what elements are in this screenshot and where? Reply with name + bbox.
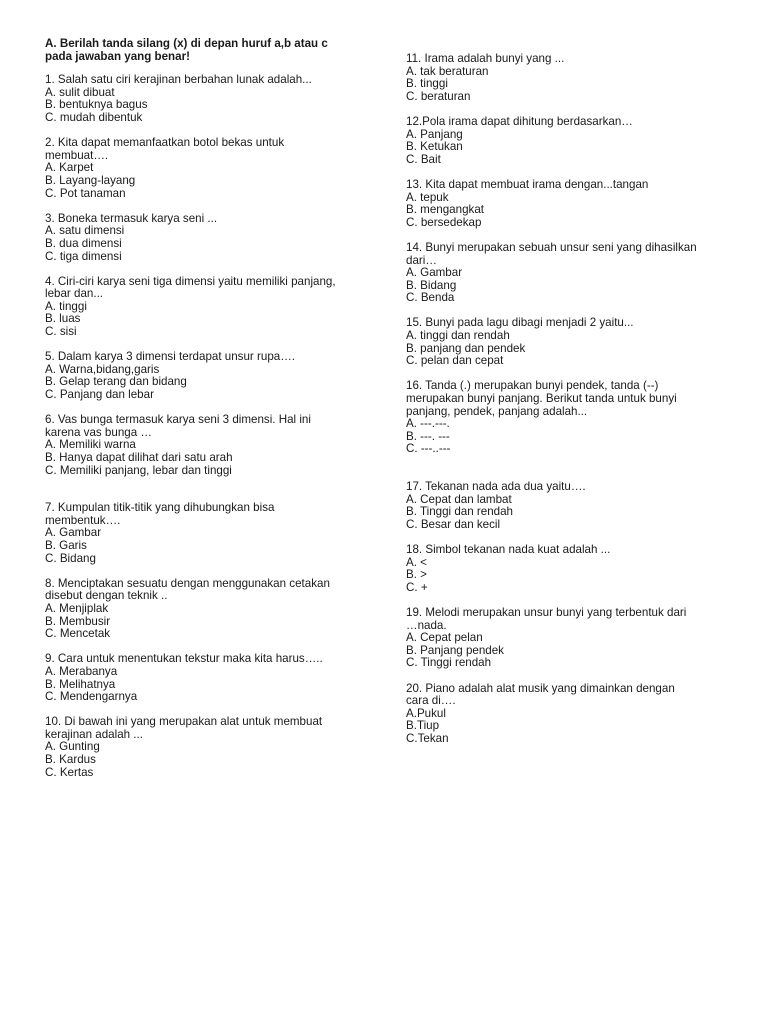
question-text: 7. Kumpulan titik-titik yang dihubungkan bisa membentuk…. bbox=[45, 501, 275, 527]
option-a: A. Cepat pelan bbox=[406, 631, 483, 645]
option-a: A. < bbox=[406, 555, 427, 569]
option-c: C. Mencetak bbox=[45, 627, 111, 641]
option-b: B. Gelap terang dan bidang bbox=[45, 375, 187, 389]
option-a: A. Panjang bbox=[406, 127, 463, 141]
option-c: C. pelan dan cepat bbox=[406, 354, 504, 368]
question-text: 19. Melodi merupakan unsur bunyi yang terbentuk dari …nada. bbox=[406, 605, 687, 632]
instruction-heading: A. Berilah tanda silang (x) di depan huruf a,b atau c pada jawaban yang benar! bbox=[45, 37, 328, 63]
option-a: A. tak beraturan bbox=[406, 64, 489, 78]
option-a: A. satu dimensi bbox=[45, 224, 125, 238]
option-a: A. Gambar bbox=[406, 266, 463, 280]
option-b: B. panjang dan pendek bbox=[406, 341, 526, 355]
question-12 bbox=[406, 116, 726, 166]
option-c: C. Pot tanaman bbox=[45, 186, 126, 200]
option-a: A. Karpet bbox=[45, 161, 94, 175]
option-b: B. Tinggi dan rendah bbox=[406, 505, 513, 519]
option-b: B. Bidang bbox=[406, 278, 457, 292]
option-a: A. tinggi dan rendah bbox=[406, 329, 510, 343]
question-text: 18. Simbol tekanan nada kuat adalah ... bbox=[406, 542, 611, 556]
question-text: 13. Kita dapat membuat irama dengan...tangan bbox=[406, 177, 649, 191]
option-b: B. bentuknya bagus bbox=[45, 98, 148, 112]
question-9 bbox=[45, 653, 375, 703]
option-a: A. Merabanya bbox=[45, 664, 118, 678]
question-text: 16. Tanda (.) merupakan bunyi pendek, tanda (--) merupakan bunyi panjang. Berikut tanda untuk bunyi panjang, pendek, panjang adalah... bbox=[406, 379, 677, 418]
question-18 bbox=[406, 544, 726, 594]
option-b: B. Membusir bbox=[45, 614, 111, 628]
question-text: 8. Menciptakan sesuatu dengan menggunakan cetakan disebut dengan teknik .. bbox=[45, 576, 330, 603]
option-b: B. mengangkat bbox=[406, 203, 484, 217]
option-b: B. luas bbox=[45, 312, 81, 326]
option-b: B. Layang-layang bbox=[45, 173, 136, 187]
question-14 bbox=[406, 242, 726, 305]
option-c: C. mudah dibentuk bbox=[45, 110, 143, 124]
question-8 bbox=[45, 578, 375, 641]
question-text: 6. Vas bunga termasuk karya seni 3 dimensi. Hal ini karena vas bunga … bbox=[45, 413, 311, 439]
question-text: 11. Irama adalah bunyi yang ... bbox=[406, 52, 565, 65]
option-c: C. Mendengarnya bbox=[45, 690, 138, 704]
option-a: A. Memiliki warna bbox=[45, 438, 136, 452]
question-text: 15. Bunyi pada lagu dibagi menjadi 2 yaitu... bbox=[406, 316, 634, 330]
question-text: 2. Kita dapat memanfaatkan botol bekas untuk membuat…. bbox=[45, 136, 285, 162]
option-c: C. Bidang bbox=[45, 551, 96, 565]
question-text: 12.Pola irama dapat dihitung berdasarkan… bbox=[406, 114, 633, 128]
option-c: C. Bait bbox=[406, 152, 441, 166]
question-1 bbox=[45, 74, 375, 124]
option-b: B. Melihatnya bbox=[45, 677, 116, 691]
question-text: 17. Tekanan nada ada dua yaitu…. bbox=[406, 480, 586, 493]
option-b: B.Tiup bbox=[406, 719, 440, 733]
option-c: C. Panjang dan lebar bbox=[45, 388, 154, 402]
option-c: C. Memiliki panjang, lebar dan tinggi bbox=[45, 463, 232, 477]
option-a: A. Cepat dan lambat bbox=[406, 492, 512, 506]
option-a: A. ---.---. bbox=[406, 417, 450, 431]
option-a: A. Gunting bbox=[45, 740, 100, 754]
option-b: B. Garis bbox=[45, 538, 87, 552]
option-c: C. tiga dimensi bbox=[45, 249, 122, 263]
question-3 bbox=[45, 213, 375, 263]
question-text: 9. Cara untuk menentukan tekstur maka kita harus….. bbox=[45, 652, 323, 666]
question-13 bbox=[406, 179, 726, 229]
option-b: B. Hanya dapat dilihat dari satu arah bbox=[45, 451, 233, 464]
option-a: A. Menjiplak bbox=[45, 601, 109, 615]
option-a: A. Warna,bidang,garis bbox=[45, 362, 160, 376]
question-15 bbox=[406, 317, 726, 367]
option-b: B. Ketukan bbox=[406, 140, 463, 154]
question-text: 3. Boneka termasuk karya seni ... bbox=[45, 211, 218, 225]
question-text: 10. Di bawah ini yang merupakan alat untuk membuat kerajinan adalah ... bbox=[45, 715, 323, 741]
option-c: C. ---..--- bbox=[406, 442, 451, 456]
option-c: C. Tinggi rendah bbox=[406, 656, 492, 670]
option-b: B. Kardus bbox=[45, 753, 96, 767]
option-b: B. dua dimensi bbox=[45, 236, 122, 250]
question-10 bbox=[45, 716, 375, 779]
question-16 bbox=[406, 380, 726, 456]
option-c: C. Kertas bbox=[45, 765, 94, 779]
option-c: C.Tekan bbox=[406, 731, 449, 745]
option-c: C. Benda bbox=[406, 291, 455, 305]
question-6 bbox=[45, 414, 375, 477]
question-text: 4. Ciri-ciri karya seni tiga dimensi yaitu memiliki panjang, lebar dan... bbox=[45, 274, 336, 301]
question-2 bbox=[45, 137, 375, 200]
option-c: C. bersedekap bbox=[406, 215, 482, 229]
question-text: 1. Salah satu ciri kerajinan berbahan lunak adalah... bbox=[45, 73, 312, 87]
option-c: C. sisi bbox=[45, 325, 77, 339]
question-7 bbox=[45, 502, 375, 565]
option-a: A. Gambar bbox=[45, 526, 102, 540]
option-a: A.Pukul bbox=[406, 706, 446, 720]
option-b: B. ---. --- bbox=[406, 429, 450, 443]
option-c: C. + bbox=[406, 580, 428, 594]
question-4 bbox=[45, 276, 375, 339]
option-b: B. tinggi bbox=[406, 77, 448, 91]
right-column bbox=[406, 53, 726, 758]
option-a: A. sulit dibuat bbox=[45, 85, 115, 99]
option-c: C. Besar dan kecil bbox=[406, 517, 501, 531]
option-b: B. > bbox=[406, 568, 427, 582]
question-11 bbox=[406, 53, 726, 103]
question-19 bbox=[406, 607, 726, 670]
option-a: A. tinggi bbox=[45, 299, 87, 313]
option-c: C. beraturan bbox=[406, 89, 471, 103]
question-17 bbox=[406, 481, 726, 531]
question-text: 20. Piano adalah alat musik yang dimainkan dengan cara di…. bbox=[406, 681, 675, 708]
question-text: 14. Bunyi merupakan sebuah unsur seni yang dihasilkan dari… bbox=[406, 240, 697, 267]
option-b: B. Panjang pendek bbox=[406, 643, 504, 657]
left-column bbox=[45, 38, 375, 792]
question-text: 5. Dalam karya 3 dimensi terdapat unsur rupa…. bbox=[45, 350, 296, 364]
question-5 bbox=[45, 351, 375, 401]
option-a: A. tepuk bbox=[406, 190, 449, 204]
question-20 bbox=[406, 683, 726, 746]
